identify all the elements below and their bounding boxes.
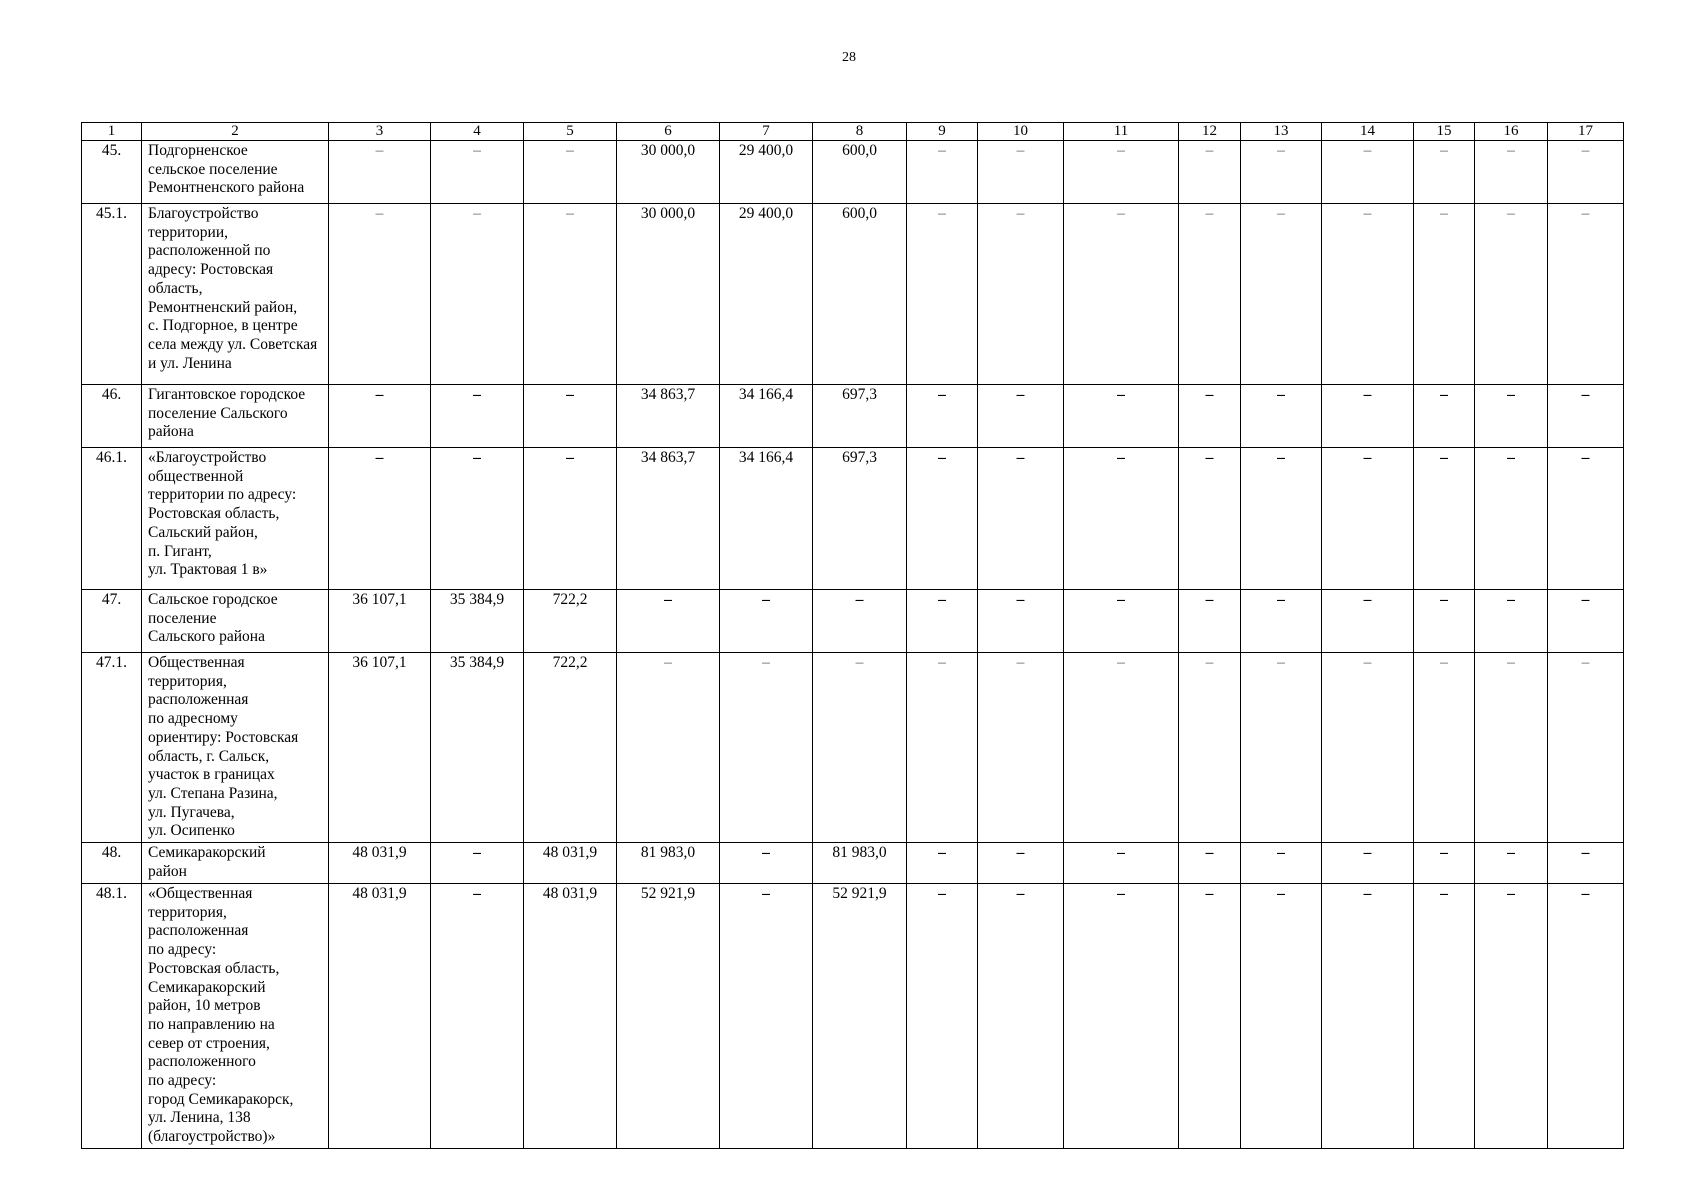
table-row	[82, 448, 1624, 590]
cell-value: –	[720, 884, 813, 1149]
cell-value: –	[907, 884, 978, 1149]
column-number: 4	[431, 123, 524, 141]
table-row	[82, 884, 1624, 1149]
cell-value: –	[1064, 843, 1179, 884]
row-name-line: ул. Трактовая 1 в»	[148, 561, 268, 579]
row-name-line: область,	[148, 279, 203, 297]
funding-table	[81, 122, 1624, 1149]
row-name-line: Сальского района	[148, 628, 265, 646]
row-name-line: Сальское городское	[148, 591, 278, 608]
row-name-line: территории,	[148, 223, 228, 241]
cell-value: –	[1548, 141, 1624, 204]
column-number: 2	[142, 123, 329, 141]
column-number: 6	[617, 123, 720, 141]
row-name-line: ул. Пугачева,	[148, 803, 235, 821]
cell-value: 600,0	[813, 204, 907, 385]
cell-value: –	[978, 448, 1064, 590]
row-name	[142, 843, 329, 884]
cell-value: –	[1475, 653, 1548, 843]
cell-value: –	[431, 204, 524, 385]
cell-value: –	[1241, 385, 1322, 448]
row-name-line: Ростовская область,	[148, 959, 280, 977]
row-name-line: по адресу:	[148, 1072, 217, 1090]
row-name-line: общественной	[148, 467, 244, 485]
cell-value: –	[1322, 141, 1414, 204]
cell-value: –	[1548, 385, 1624, 448]
cell-value: 697,3	[813, 448, 907, 590]
column-number: 8	[813, 123, 907, 141]
table-body	[82, 123, 1624, 1149]
cell-value: –	[1064, 590, 1179, 653]
cell-value: –	[907, 843, 978, 884]
cell-value: 52 921,9	[617, 884, 720, 1149]
cell-value: –	[329, 448, 431, 590]
column-number: 12	[1179, 123, 1241, 141]
cell-value: –	[1475, 884, 1548, 1149]
cell-value: –	[1414, 385, 1475, 448]
cell-value: –	[1475, 204, 1548, 385]
row-name-line: поселение Сальского	[148, 404, 288, 422]
cell-value: –	[431, 448, 524, 590]
table-row	[82, 141, 1624, 204]
cell-value: –	[1241, 204, 1322, 385]
cell-value: –	[431, 141, 524, 204]
cell-value: –	[1548, 590, 1624, 653]
row-name	[142, 653, 329, 843]
table-row	[82, 385, 1624, 448]
cell-value: –	[978, 141, 1064, 204]
cell-value: –	[617, 590, 720, 653]
row-name-line: Подгорненское	[148, 142, 248, 159]
row-name-line: участок в границах	[148, 766, 275, 784]
row-number: 48.	[82, 843, 142, 884]
cell-value: –	[1322, 204, 1414, 385]
cell-value: –	[1475, 590, 1548, 653]
cell-value: –	[1241, 141, 1322, 204]
row-name-line: «Благоустройство	[148, 449, 267, 466]
page-number: 28	[842, 50, 856, 65]
cell-value: –	[431, 884, 524, 1149]
cell-value: –	[720, 653, 813, 843]
table-row	[82, 653, 1624, 843]
cell-value: –	[907, 448, 978, 590]
row-name-line: расположенная	[148, 922, 249, 940]
cell-value: –	[1475, 448, 1548, 590]
table-row	[82, 204, 1624, 385]
cell-value: 48 031,9	[329, 843, 431, 884]
cell-value: –	[1179, 448, 1241, 590]
cell-value: –	[1179, 141, 1241, 204]
row-number: 47.	[82, 590, 142, 653]
row-name-line: район, 10 метров	[148, 997, 261, 1015]
cell-value: –	[1548, 448, 1624, 590]
column-number: 9	[907, 123, 978, 141]
row-name-line: адресу: Ростовская	[148, 261, 274, 279]
cell-value: –	[1179, 843, 1241, 884]
column-number: 3	[329, 123, 431, 141]
cell-value: –	[1179, 590, 1241, 653]
row-name-line: по направлению на	[148, 1015, 275, 1033]
row-name-line: Общественная	[148, 654, 245, 671]
column-number-row	[82, 123, 1624, 141]
column-number: 15	[1414, 123, 1475, 141]
row-name-line: и ул. Ленина	[148, 354, 232, 372]
cell-value: –	[524, 385, 617, 448]
cell-value: 35 384,9	[431, 590, 524, 653]
cell-value: –	[524, 141, 617, 204]
cell-value: –	[720, 590, 813, 653]
cell-value: –	[978, 204, 1064, 385]
cell-value: –	[1179, 385, 1241, 448]
row-number: 46.1.	[82, 448, 142, 590]
column-number: 7	[720, 123, 813, 141]
cell-value: –	[1548, 843, 1624, 884]
cell-value: 81 983,0	[617, 843, 720, 884]
cell-value: –	[1241, 448, 1322, 590]
cell-value: –	[1322, 590, 1414, 653]
cell-value: –	[431, 843, 524, 884]
row-name-line: территория,	[148, 903, 227, 921]
row-name-line: с. Подгорное, в центре	[148, 317, 298, 335]
cell-value: 34 166,4	[720, 448, 813, 590]
cell-value: –	[978, 843, 1064, 884]
cell-value: –	[978, 385, 1064, 448]
column-number: 17	[1548, 123, 1624, 141]
column-number: 14	[1322, 123, 1414, 141]
cell-value: –	[1414, 448, 1475, 590]
row-name-line: Ремонтненский район,	[148, 298, 298, 316]
cell-value: –	[329, 385, 431, 448]
cell-value: –	[1064, 884, 1179, 1149]
row-name-line: (благоустройство)»	[148, 1128, 276, 1146]
row-name	[142, 141, 329, 204]
cell-value: 722,2	[524, 653, 617, 843]
cell-value: –	[1475, 385, 1548, 448]
row-name-line: «Общественная	[148, 885, 253, 903]
row-name	[142, 590, 329, 653]
cell-value: –	[907, 141, 978, 204]
cell-value: –	[1414, 653, 1475, 843]
row-name-line: по адресу:	[148, 941, 217, 959]
row-name	[142, 884, 329, 1149]
cell-value: –	[978, 590, 1064, 653]
cell-value: –	[1322, 653, 1414, 843]
cell-value: –	[1241, 653, 1322, 843]
row-name-line: север от строения,	[148, 1034, 270, 1052]
cell-value: –	[1322, 884, 1414, 1149]
row-name-line: территория,	[148, 672, 227, 690]
cell-value: –	[813, 653, 907, 843]
cell-value: –	[1414, 141, 1475, 204]
column-number: 16	[1475, 123, 1548, 141]
cell-value: 34 863,7	[617, 448, 720, 590]
cell-value: –	[1548, 884, 1624, 1149]
cell-value: –	[1475, 141, 1548, 204]
cell-value: –	[1322, 385, 1414, 448]
cell-value: –	[1064, 204, 1179, 385]
cell-value: –	[720, 843, 813, 884]
row-name-line: района	[148, 423, 194, 441]
row-name-line: Гигантовское городское	[148, 386, 306, 403]
cell-value: –	[617, 653, 720, 843]
cell-value: –	[907, 385, 978, 448]
row-name-line: Семикаракорский	[148, 844, 266, 862]
cell-value: –	[1179, 653, 1241, 843]
row-name	[142, 204, 329, 385]
row-name-line: п. Гигант,	[148, 542, 212, 560]
cell-value: –	[329, 204, 431, 385]
cell-value: 697,3	[813, 385, 907, 448]
cell-value: 600,0	[813, 141, 907, 204]
cell-value: –	[1475, 843, 1548, 884]
row-name-line: Благоустройство	[148, 205, 259, 222]
cell-value: –	[1179, 204, 1241, 385]
cell-value: 81 983,0	[813, 843, 907, 884]
row-name-line: расположенная	[148, 691, 249, 709]
row-name-line: расположенной по	[148, 242, 271, 260]
cell-value: 52 921,9	[813, 884, 907, 1149]
cell-value: –	[1179, 884, 1241, 1149]
cell-value: –	[1414, 884, 1475, 1149]
cell-value: –	[1064, 141, 1179, 204]
cell-value: –	[907, 590, 978, 653]
cell-value: –	[1241, 884, 1322, 1149]
cell-value: –	[1548, 204, 1624, 385]
cell-value: 722,2	[524, 590, 617, 653]
cell-value: 36 107,1	[329, 653, 431, 843]
cell-value: 30 000,0	[617, 204, 720, 385]
cell-value: 29 400,0	[720, 204, 813, 385]
column-number: 5	[524, 123, 617, 141]
cell-value: –	[1064, 653, 1179, 843]
cell-value: –	[1241, 590, 1322, 653]
row-name-line: по адресному	[148, 710, 238, 728]
cell-value: 48 031,9	[329, 884, 431, 1149]
cell-value: 30 000,0	[617, 141, 720, 204]
row-number: 48.1.	[82, 884, 142, 1149]
cell-value: 36 107,1	[329, 590, 431, 653]
cell-value: –	[1414, 843, 1475, 884]
cell-value: –	[1322, 843, 1414, 884]
column-number: 10	[978, 123, 1064, 141]
cell-value: –	[978, 653, 1064, 843]
row-number: 45.	[82, 141, 142, 204]
cell-value: –	[907, 204, 978, 385]
cell-value: –	[1322, 448, 1414, 590]
row-number: 47.1.	[82, 653, 142, 843]
row-name-line: территории по адресу:	[148, 486, 297, 504]
row-number: 45.1.	[82, 204, 142, 385]
cell-value: 48 031,9	[524, 884, 617, 1149]
column-number: 13	[1241, 123, 1322, 141]
cell-value: –	[1241, 843, 1322, 884]
row-name-line: ориентиру: Ростовская	[148, 728, 299, 746]
row-name	[142, 448, 329, 590]
cell-value: 29 400,0	[720, 141, 813, 204]
row-name-line: поселение	[148, 609, 217, 627]
cell-value: 34 863,7	[617, 385, 720, 448]
cell-value: 35 384,9	[431, 653, 524, 843]
cell-value: –	[1414, 590, 1475, 653]
row-name-line: область, г. Сальск,	[148, 747, 270, 765]
row-name-line: села между ул. Советская	[148, 335, 318, 353]
cell-value: –	[431, 385, 524, 448]
cell-value: –	[1064, 448, 1179, 590]
row-name-line: ул. Ленина, 138	[148, 1109, 251, 1127]
row-name-line: Семикаракорский	[148, 978, 266, 996]
cell-value: 34 166,4	[720, 385, 813, 448]
column-number: 11	[1064, 123, 1179, 141]
cell-value: –	[978, 884, 1064, 1149]
cell-value: –	[813, 590, 907, 653]
row-number: 46.	[82, 385, 142, 448]
row-name-line: ул. Осипенко	[148, 822, 235, 840]
cell-value: –	[1064, 385, 1179, 448]
table-row	[82, 590, 1624, 653]
row-name-line: Сальский район,	[148, 523, 258, 541]
cell-value: –	[329, 141, 431, 204]
row-name-line: Ремонтненского района	[148, 179, 305, 197]
cell-value: –	[1548, 653, 1624, 843]
row-name-line: расположенного	[148, 1053, 256, 1071]
cell-value: –	[524, 448, 617, 590]
row-name-line: район	[148, 862, 187, 880]
row-name-line: город Семикаракорск,	[148, 1090, 294, 1108]
cell-value: 48 031,9	[524, 843, 617, 884]
cell-value: –	[907, 653, 978, 843]
row-name-line: сельское поселение	[148, 160, 278, 178]
row-name-line: ул. Степана Разина,	[148, 784, 278, 802]
cell-value: –	[1414, 204, 1475, 385]
row-name-line: Ростовская область,	[148, 505, 280, 523]
column-number: 1	[82, 123, 142, 141]
cell-value: –	[524, 204, 617, 385]
row-name	[142, 385, 329, 448]
table-row	[82, 843, 1624, 884]
